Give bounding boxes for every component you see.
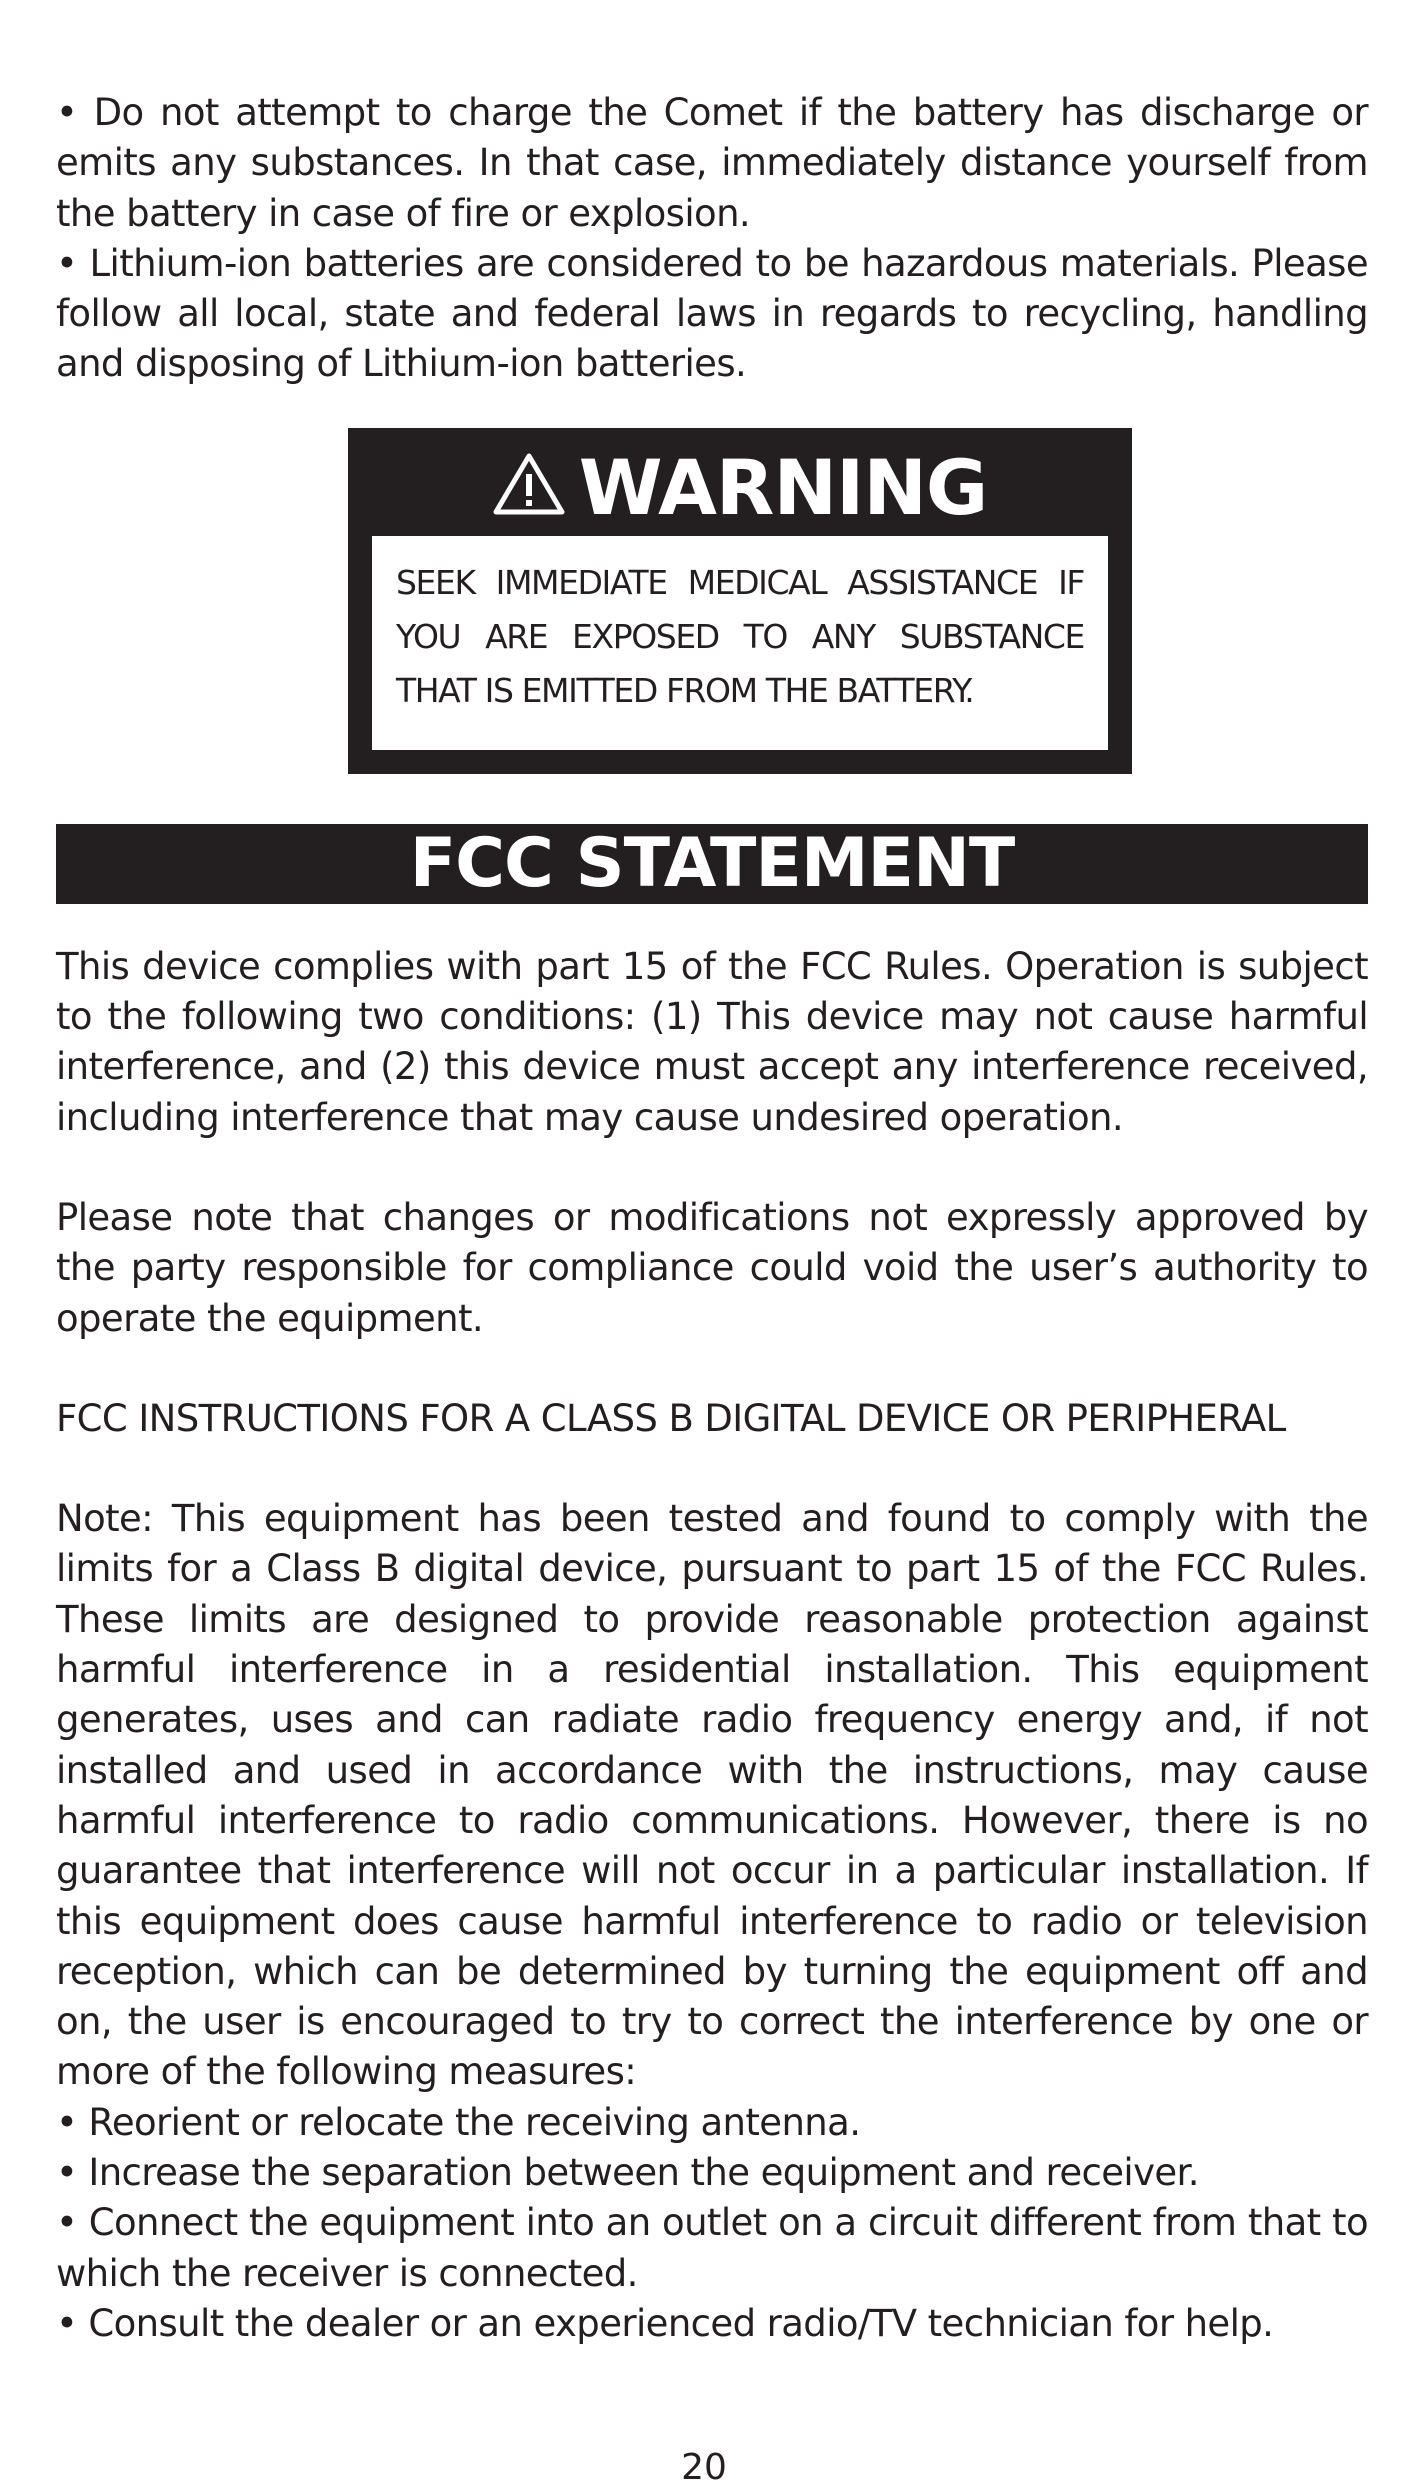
battery-discharge-paragraph: • Do not attempt to charge the Comet if the battery has discharge or emits any substances. In that case, immediately distance yourself from the battery in case of fire or explosion.: [56, 91, 1368, 235]
page-number: 20: [681, 2447, 727, 2488]
warning-heading: [348, 438, 1132, 538]
fcc-measure-item: • Increase the separation between the equipment and receiver.: [56, 2151, 1199, 2195]
warning-title: WARNING: [578, 442, 988, 532]
battery-hazard-paragraph: • Lithium-ion batteries are considered to be hazardous materials. Please follow all local, state and federal laws in regards to recycling, handling and disposing of Lithium-ion batteries.: [56, 241, 1368, 386]
manual-page: [56, 88, 1368, 2349]
fcc-class-b-subheading: FCC INSTRUCTIONS FOR A CLASS B DIGITAL DEVICE OR PERIPHERAL: [56, 1396, 1286, 1440]
fcc-measure-item: • Reorient or relocate the receiving antenna.: [56, 2100, 861, 2144]
fcc-compliance-paragraph: This device complies with part 15 of the FCC Rules. Operation is subject to the following two conditions: (1) This device may not cause harmful interference, and (2) this device must accept any interference received, including interference that may cause undesired operation.: [56, 944, 1368, 1139]
warning-message: SEEK IMMEDIATE MEDICAL ASSISTANCE IF YOU ARE EXPOSED TO ANY SUBSTANCE THAT IS EMITTED FROM THE BATTERY.: [396, 562, 1084, 710]
fcc-measure-item: • Consult the dealer or an experienced radio/TV technician for help.: [56, 2301, 1274, 2345]
warning-triangle-icon: [493, 452, 565, 516]
fcc-note-paragraph: Note: This equipment has been tested and found to comply with the limits for a Class B digital device, pursuant to part 15 of the FCC Rules. These limits are designed to provide reasonable protection against harmful interference in a residential installation. This equipment generates, uses and can radiate radio frequency energy and, if not installed and used in accordance with the instructions, may cause harmful interference to radio communications. However, there is no guarantee that interference will not occur in a particular installation. If this equipment does cause harmful interference to radio or television reception, which can be determined by turning the equipment off and on, the user is encouraged to try to correct the interference by one or more of the following measures:: [56, 1497, 1368, 2094]
warning-box: [348, 428, 1132, 774]
fcc-statement-heading: FCC STATEMENT: [56, 824, 1368, 904]
fcc-measure-item: • Connect the equipment into an outlet on a circuit different from that to which the receiver is connected.: [56, 2201, 1368, 2295]
fcc-body: [56, 942, 1368, 2349]
warning-message-panel: [372, 536, 1108, 750]
fcc-modifications-paragraph: Please note that changes or modifications not expressly approved by the party responsible for compliance could void the user’s authority to operate the equipment.: [56, 1195, 1368, 1340]
